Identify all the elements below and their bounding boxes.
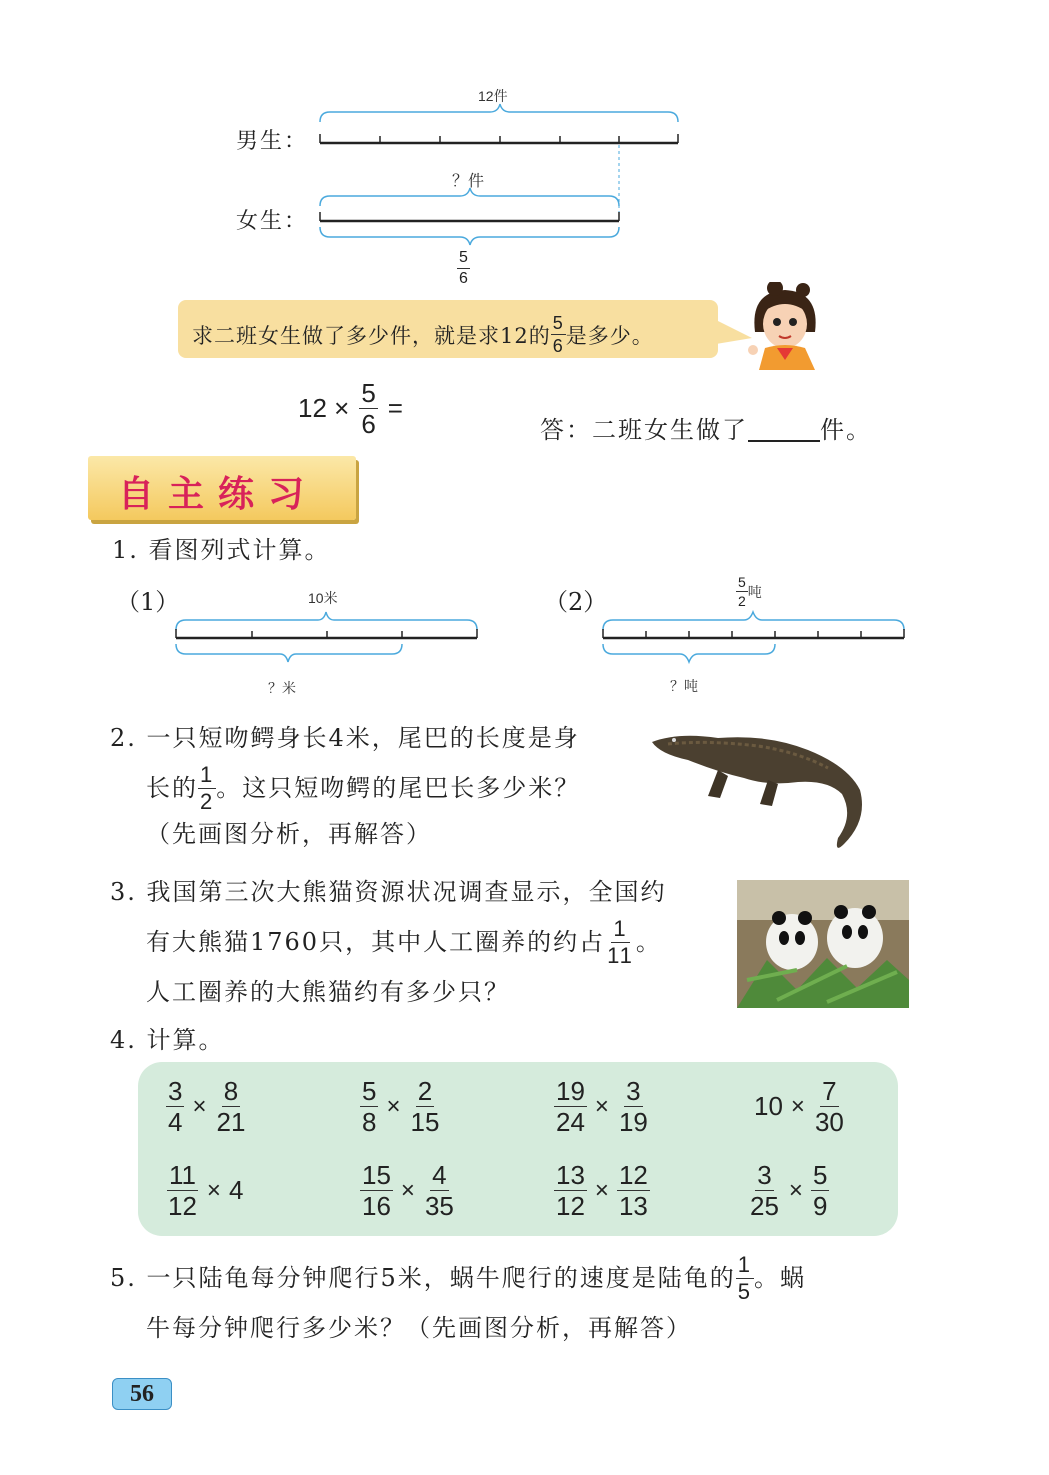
equation-fraction: $\frac{5}{6}$ xyxy=(361,378,376,439)
answer-prefix: 答：二班女生做了 xyxy=(540,416,748,444)
q4-text: 4. 计算。 xyxy=(110,1026,225,1054)
calc-expression: $\frac{3}{25}$ × $\frac{5}{9}$ xyxy=(750,1160,828,1221)
hint-bubble xyxy=(178,300,718,358)
calc-expression: $\frac{19}{24}$ × $\frac{3}{19}$ xyxy=(556,1076,648,1137)
q1-part1-total: 10米 xyxy=(308,590,338,606)
q1-part1-label: （1） xyxy=(116,588,180,616)
boys-total-brace xyxy=(320,104,678,122)
hint-fraction: $\frac{5}{6}$ xyxy=(552,313,564,356)
q1-bar-diagrams xyxy=(0,590,1049,670)
girls-fraction-brace xyxy=(320,227,619,245)
q5-fraction: $\frac{1}{5}$ xyxy=(737,1251,753,1304)
section-title-plate xyxy=(88,456,356,520)
panda-photo xyxy=(737,880,909,1008)
page-number: 56 xyxy=(112,1378,172,1410)
boys-label: 男生： xyxy=(236,129,309,154)
equation-equals: = xyxy=(387,393,403,423)
q1-part2-unknown: ？吨 xyxy=(670,678,698,694)
hint-text-after: 是多少。 xyxy=(565,323,654,348)
q2-line1: 2. 一只短吻鳄身长4米，尾巴的长度是身 xyxy=(110,724,580,752)
boys-ticks xyxy=(320,134,678,143)
q2-line2: 长的 $\frac{1}{2}$ 。这只短吻鳄的尾巴长多少米？ xyxy=(146,761,581,814)
calc-expression: $\frac{13}{12}$ × $\frac{12}{13}$ xyxy=(556,1160,648,1221)
answer-blank xyxy=(748,440,820,442)
q3-line3: 人工圈养的大熊猫约有多少只？ xyxy=(146,978,510,1006)
calc-expression: $\frac{11}{12}$ × 4 xyxy=(168,1160,244,1221)
q1-text: 1. 看图列式计算。 xyxy=(112,536,331,564)
q5-line2: 牛每分钟爬行多少米？（先画图分析，再解答） xyxy=(146,1314,692,1342)
girls-label: 女生： xyxy=(236,209,309,234)
hint-text-before: 求二班女生做了多少件，就是求12的 xyxy=(192,323,551,348)
girl-character-image xyxy=(745,282,825,370)
q2-line3: （先画图分析，再解答） xyxy=(146,820,432,848)
crocodile-image xyxy=(648,720,878,860)
answer-line xyxy=(540,410,872,445)
q1-part2-total: $\frac{5}{2}$ 吨 xyxy=(738,574,762,609)
q2-fraction: $\frac{1}{2}$ xyxy=(200,761,215,814)
q1-part2-label: （2） xyxy=(544,588,608,616)
calc-expression: $\frac{3}{4}$ × $\frac{8}{21}$ xyxy=(168,1076,246,1137)
q3-line2: 有大熊猫1760只，其中人工圈养的约占 $\frac{1}{11}$ 。 xyxy=(146,915,662,968)
girls-unknown-brace xyxy=(320,188,619,206)
q3-fraction: $\frac{1}{11}$ xyxy=(607,915,634,968)
girls-fraction: $\frac{5}{6}$ xyxy=(459,249,468,287)
calc-expression: $\frac{15}{16}$ × $\frac{4}{35}$ xyxy=(362,1160,454,1221)
calc-expression: 10 × $\frac{7}{30}$ xyxy=(754,1076,844,1137)
calc-expression: $\frac{5}{8}$ × $\frac{2}{15}$ xyxy=(362,1076,440,1137)
girls-unknown-label: ？件 xyxy=(452,173,485,190)
boys-girls-bar-diagram xyxy=(0,0,1049,300)
answer-suffix: 件。 xyxy=(820,416,872,444)
equation xyxy=(298,380,403,437)
section-title: 自主练习 xyxy=(118,474,319,515)
boys-total-label: 12件 xyxy=(478,88,508,104)
q3-line1: 3. 我国第三次大熊猫资源状况调查显示，全国约 xyxy=(110,878,667,906)
equation-left: 12 × xyxy=(298,393,350,423)
q5-line1: 5. 一只陆龟每分钟爬行5米，蜗牛爬行的速度是陆龟的 $\frac{1}{5}$ 。蜗 xyxy=(110,1251,807,1304)
q1-part1-unknown: ？米 xyxy=(268,680,296,696)
